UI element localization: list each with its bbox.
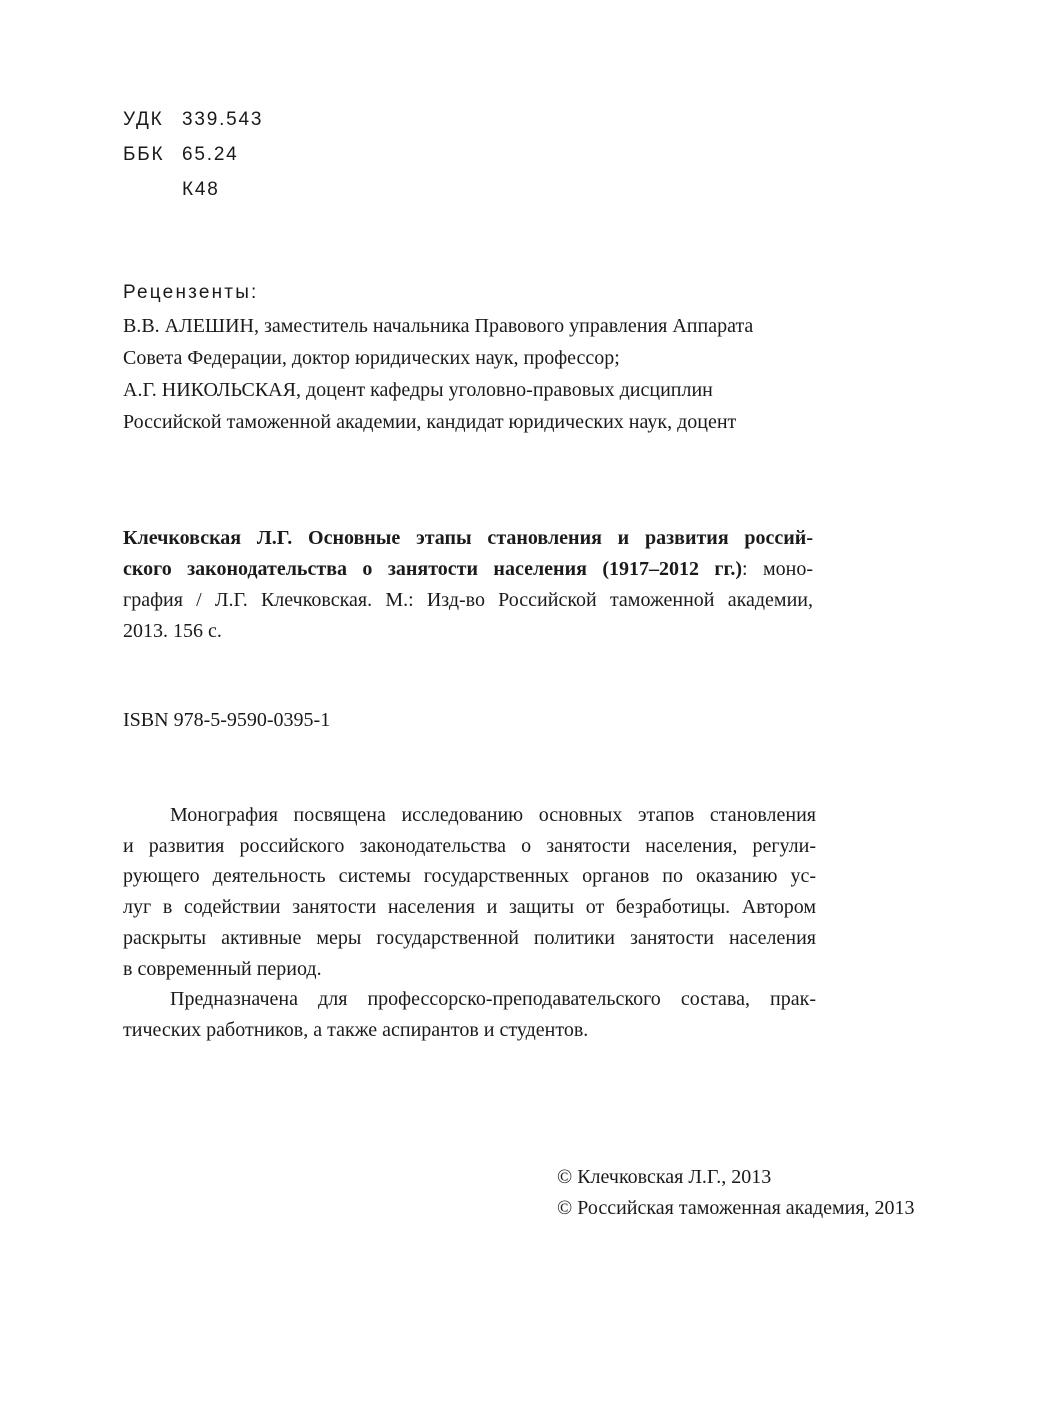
biblio-line bbox=[123, 554, 813, 585]
author-mark: К48 bbox=[182, 179, 220, 200]
abstract-line: и развития российского законодательства о занятости населения, регули- bbox=[123, 834, 816, 857]
abstract bbox=[123, 800, 816, 1046]
biblio-line: графия / Л.Г. Клечковская. М.: Изд-во Российской таможенной академии, bbox=[123, 589, 813, 611]
abstract-line: рующего деятельность системы государственных органов по оказанию ус- bbox=[123, 865, 816, 888]
reviewer-line: Российской таможенной академии, кандидат юридических наук, доцент bbox=[123, 410, 737, 433]
reviewer-line: А.Г. НИКОЛЬСКАЯ, доцент кафедры уголовно-правовых дисциплин bbox=[123, 379, 713, 401]
reviewer-entry bbox=[123, 311, 813, 374]
copyright-line: © Клечковская Л.Г., 2013 bbox=[557, 1166, 772, 1188]
biblio-text: : моно- bbox=[742, 558, 814, 580]
bibliographic-record bbox=[123, 523, 813, 647]
biblio-title-part: Клечковская Л.Г. Основные этапы становления и развития россий- bbox=[123, 527, 813, 549]
abstract-line: Монография посвящена исследованию основных этапов становления bbox=[170, 804, 816, 826]
reviewers-heading: Рецензенты: bbox=[123, 282, 259, 303]
copyright-line: © Российская таможенная академия, 2013 bbox=[557, 1197, 915, 1219]
abstract-line: Предназначена для профессорско-преподавательского состава, прак- bbox=[170, 988, 816, 1011]
author-mark-row bbox=[123, 172, 263, 207]
reviewer-line: Совета Федерации, доктор юридических наук, профессор; bbox=[123, 346, 620, 369]
bbk-label: ББК bbox=[123, 144, 165, 165]
udk-label: УДК bbox=[123, 109, 164, 130]
reviewer-line: В.В. АЛЕШИН, заместитель начальника Правового управления Аппарата bbox=[123, 315, 754, 337]
abstract-line: тических работников, а также аспирантов и студентов. bbox=[123, 1018, 589, 1041]
bbk-row bbox=[123, 137, 263, 172]
isbn: ISBN 978-5-9590-0395-1 bbox=[123, 709, 331, 731]
udk-value: 339.543 bbox=[182, 109, 264, 130]
bbk-value: 65.24 bbox=[182, 144, 239, 165]
abstract-line: раскрыты активные меры государственной политики занятости населения bbox=[123, 926, 816, 949]
biblio-title-part: ского законодательства о занятости населения (1917–2012 гг.) bbox=[123, 558, 742, 580]
biblio-line bbox=[123, 523, 813, 554]
udk-row bbox=[123, 102, 263, 137]
abstract-line: луг в содействии занятости населения и защиты от безработицы. Автором bbox=[123, 896, 816, 919]
copyright-notice bbox=[557, 1162, 915, 1224]
abstract-line: в современный период. bbox=[123, 957, 322, 980]
reviewer-entry bbox=[123, 375, 813, 438]
biblio-line: 2013. 156 с. bbox=[123, 620, 222, 642]
classification-codes bbox=[123, 102, 263, 207]
